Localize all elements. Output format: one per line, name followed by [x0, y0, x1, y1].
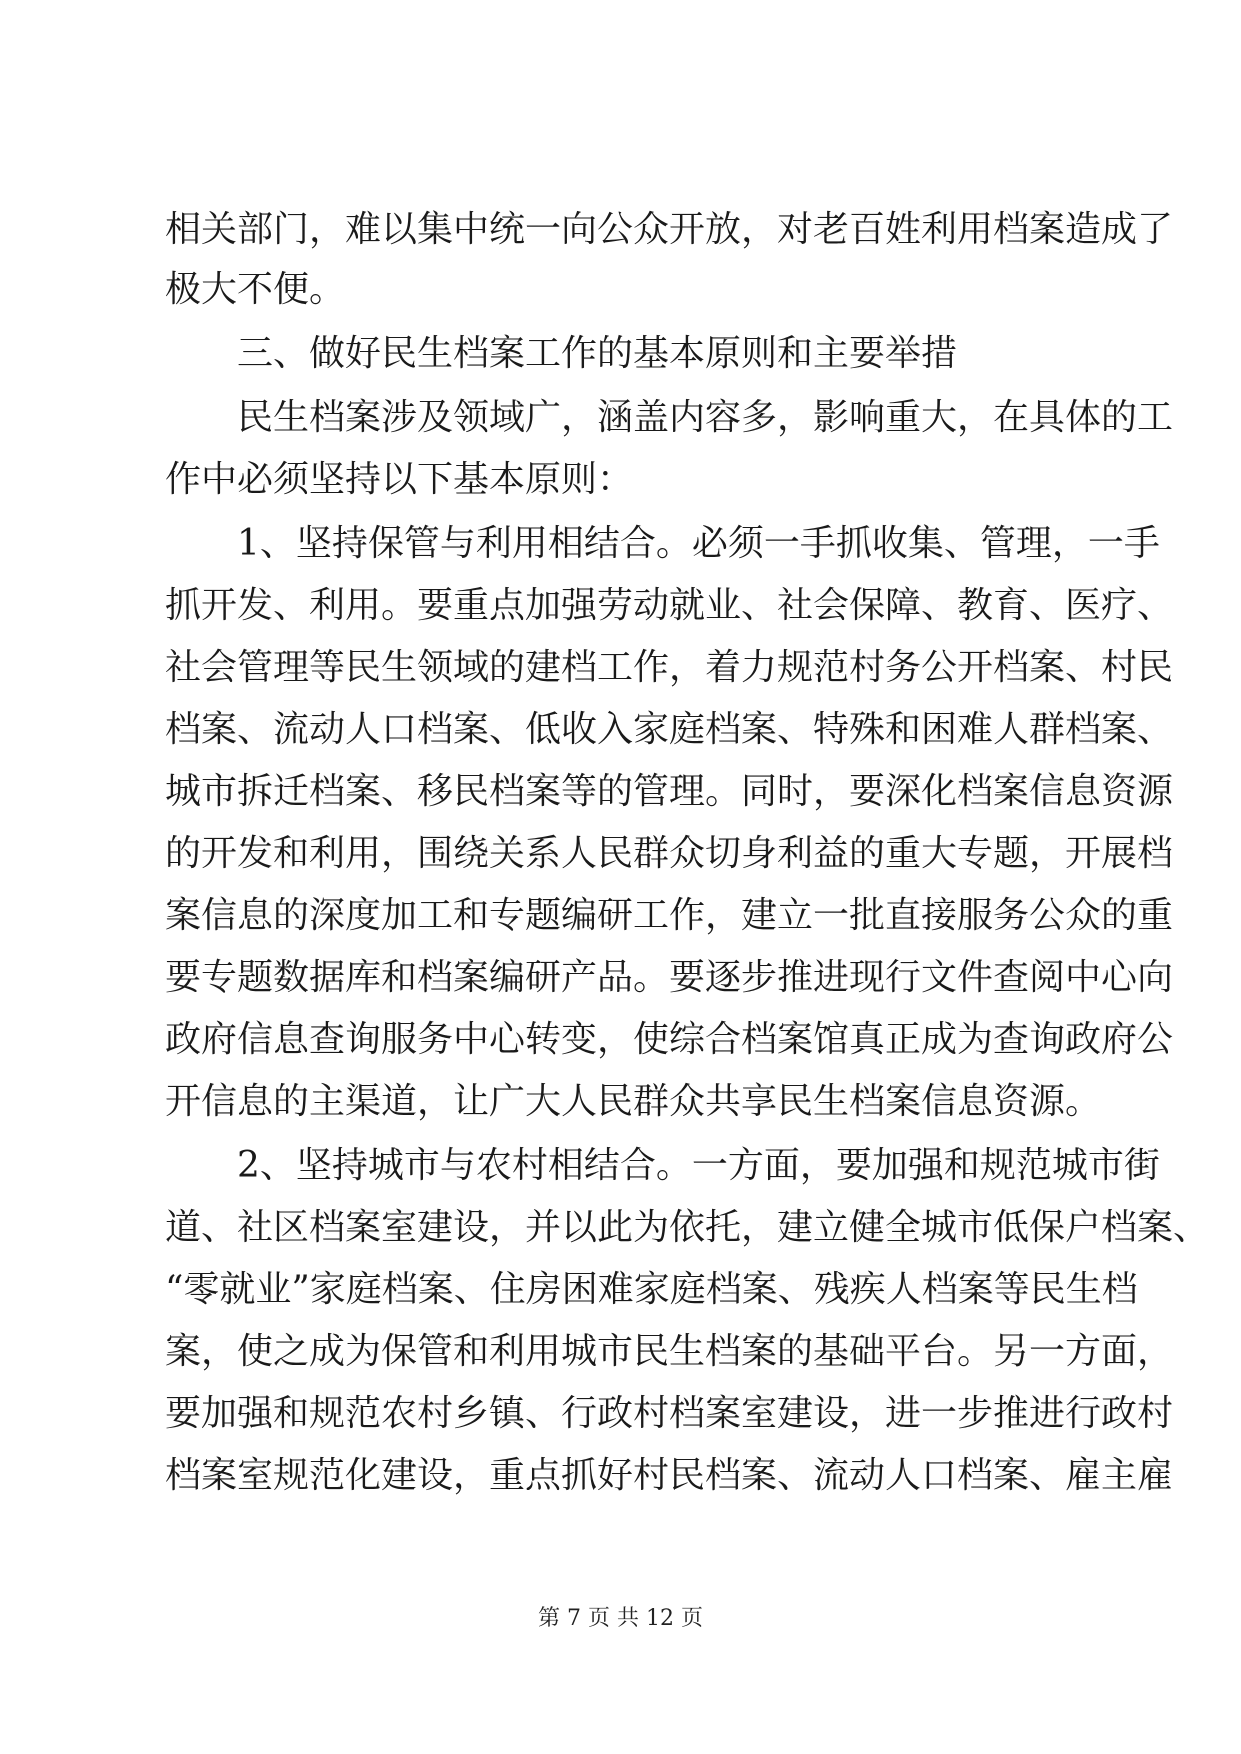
body-line: 城市拆迁档案、移民档案等的管理。同时，要深化档案信息资源: [165, 771, 1174, 812]
body-line: 极大不便。: [165, 269, 346, 310]
body-line: 档案室规范化建设，重点抓好村民档案、流动人口档案、雇主雇: [165, 1455, 1174, 1496]
body-line: 开信息的主渠道，让广大人民群众共享民生档案信息资源。: [165, 1081, 1102, 1122]
body-line: 的开发和利用，围绕关系人民群众切身利益的重大专题，开展档: [165, 833, 1174, 874]
body-line: 道、社区档案室建设，并以此为依托，建立健全城市低保户档案、: [165, 1207, 1210, 1248]
body-line: 社会管理等民生领域的建档工作，着力规范村务公开档案、村民: [165, 647, 1174, 688]
body-line: 民生档案涉及领域广，涵盖内容多，影响重大，在具体的工: [237, 397, 1174, 438]
body-line: 要加强和规范农村乡镇、行政村档案室建设，进一步推进行政村: [165, 1393, 1174, 1434]
page-footer: 第 7 页 共 12 页: [538, 1606, 703, 1631]
section-heading: 三、做好民生档案工作的基本原则和主要举措: [237, 333, 958, 374]
body-line: “零就业”家庭档案、住房困难家庭档案、残疾人档案等民生档: [165, 1269, 1138, 1310]
body-line: 1、坚持保管与利用相结合。必须一手抓收集、管理，一手: [237, 523, 1160, 564]
body-line: 案信息的深度加工和专题编研工作，建立一批直接服务公众的重: [165, 895, 1174, 936]
body-line: 要专题数据库和档案编研产品。要逐步推进现行文件查阅中心向: [165, 957, 1174, 998]
body-line: 案，使之成为保管和利用城市民生档案的基础平台。另一方面，: [165, 1331, 1174, 1372]
body-line: 相关部门，难以集中统一向公众开放，对老百姓利用档案造成了: [165, 209, 1174, 250]
body-line: 档案、流动人口档案、低收入家庭档案、特殊和困难人群档案、: [165, 709, 1174, 750]
body-line: 2、坚持城市与农村相结合。一方面，要加强和规范城市街: [237, 1145, 1160, 1186]
body-line: 抓开发、利用。要重点加强劳动就业、社会保障、教育、医疗、: [165, 585, 1174, 626]
body-line: 政府信息查询服务中心转变，使综合档案馆真正成为查询政府公: [165, 1019, 1174, 1060]
body-line: 作中必须坚持以下基本原则：: [165, 459, 634, 500]
